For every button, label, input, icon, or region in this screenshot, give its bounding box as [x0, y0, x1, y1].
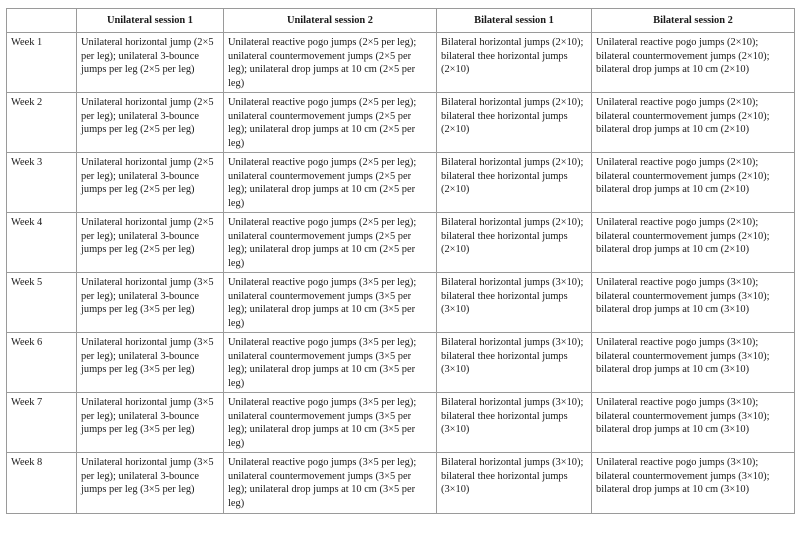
bilateral-session-2-cell: Unilateral reactive pogo jumps (3×10); bilateral countermovement jumps (3×10); bilateral drop jumps at 10 cm (3×10) [592, 453, 795, 513]
unilateral-session-1-cell: Unilateral horizontal jump (2×5 per leg); unilateral 3-bounce jumps per leg (2×5 per leg) [77, 33, 224, 93]
unilateral-session-2-cell: Unilateral reactive pogo jumps (3×5 per leg); unilateral countermovement jumps (3×5 per leg); unilateral drop jumps at 10 cm (3×5 per leg) [224, 393, 437, 453]
table-row [7, 153, 795, 213]
table-row [7, 393, 795, 453]
unilateral-session-2-cell: Unilateral reactive pogo jumps (3×5 per leg); unilateral countermovement jumps (3×5 per leg); unilateral drop jumps at 10 cm (3×5 per leg) [224, 273, 437, 333]
week-label: Week 7 [7, 393, 77, 453]
unilateral-session-1-cell: Unilateral horizontal jump (2×5 per leg); unilateral 3-bounce jumps per leg (2×5 per leg) [77, 153, 224, 213]
unilateral-session-1-cell: Unilateral horizontal jump (3×5 per leg); unilateral 3-bounce jumps per leg (3×5 per leg) [77, 273, 224, 333]
table-row [7, 273, 795, 333]
week-label: Week 1 [7, 33, 77, 93]
bilateral-session-1-cell: Bilateral horizontal jumps (3×10); bilateral thee horizontal jumps (3×10) [437, 393, 592, 453]
bilateral-session-2-cell: Unilateral reactive pogo jumps (3×10); bilateral countermovement jumps (3×10); bilateral drop jumps at 10 cm (3×10) [592, 393, 795, 453]
week-label: Week 8 [7, 453, 77, 513]
bilateral-session-1-cell: Bilateral horizontal jumps (2×10); bilateral thee horizontal jumps (2×10) [437, 153, 592, 213]
bilateral-session-1-cell: Bilateral horizontal jumps (2×10); bilateral thee horizontal jumps (2×10) [437, 93, 592, 153]
unilateral-session-1-cell: Unilateral horizontal jump (3×5 per leg); unilateral 3-bounce jumps per leg (3×5 per leg) [77, 393, 224, 453]
table-row [7, 93, 795, 153]
unilateral-session-2-cell: Unilateral reactive pogo jumps (2×5 per leg); unilateral countermovement jumps (2×5 per leg); unilateral drop jumps at 10 cm (2×5 per leg) [224, 153, 437, 213]
table-header [7, 9, 795, 33]
unilateral-session-2-cell: Unilateral reactive pogo jumps (2×5 per leg); unilateral countermovement jumps (2×5 per leg); unilateral drop jumps at 10 cm (2×5 per leg) [224, 213, 437, 273]
unilateral-session-2-cell: Unilateral reactive pogo jumps (2×5 per leg); unilateral countermovement jumps (2×5 per leg); unilateral drop jumps at 10 cm (2×5 per leg) [224, 33, 437, 93]
header-unilateral-session-1: Unilateral session 1 [77, 9, 224, 33]
bilateral-session-1-cell: Bilateral horizontal jumps (3×10); bilateral thee horizontal jumps (3×10) [437, 333, 592, 393]
header-bilateral-session-1: Bilateral session 1 [437, 9, 592, 33]
bilateral-session-2-cell: Unilateral reactive pogo jumps (2×10); bilateral countermovement jumps (2×10); bilateral drop jumps at 10 cm (2×10) [592, 153, 795, 213]
bilateral-session-1-cell: Bilateral horizontal jumps (2×10); bilateral thee horizontal jumps (2×10) [437, 213, 592, 273]
unilateral-session-1-cell: Unilateral horizontal jump (2×5 per leg); unilateral 3-bounce jumps per leg (2×5 per leg) [77, 213, 224, 273]
header-row [7, 9, 795, 33]
bilateral-session-2-cell: Unilateral reactive pogo jumps (3×10); bilateral countermovement jumps (3×10); bilateral drop jumps at 10 cm (3×10) [592, 333, 795, 393]
bilateral-session-2-cell: Unilateral reactive pogo jumps (2×10); bilateral countermovement jumps (2×10); bilateral drop jumps at 10 cm (2×10) [592, 33, 795, 93]
week-label: Week 4 [7, 213, 77, 273]
unilateral-session-1-cell: Unilateral horizontal jump (2×5 per leg); unilateral 3-bounce jumps per leg (2×5 per leg) [77, 93, 224, 153]
training-program-table [6, 8, 795, 514]
header-bilateral-session-2: Bilateral session 2 [592, 9, 795, 33]
bilateral-session-2-cell: Unilateral reactive pogo jumps (2×10); bilateral countermovement jumps (2×10); bilateral drop jumps at 10 cm (2×10) [592, 93, 795, 153]
bilateral-session-1-cell: Bilateral horizontal jumps (3×10); bilateral thee horizontal jumps (3×10) [437, 273, 592, 333]
unilateral-session-2-cell: Unilateral reactive pogo jumps (3×5 per leg); unilateral countermovement jumps (3×5 per leg); unilateral drop jumps at 10 cm (3×5 per leg) [224, 453, 437, 513]
table-row [7, 453, 795, 513]
table-body [7, 33, 795, 514]
unilateral-session-2-cell: Unilateral reactive pogo jumps (2×5 per leg); unilateral countermovement jumps (2×5 per leg); unilateral drop jumps at 10 cm (2×5 per leg) [224, 93, 437, 153]
header-week [7, 9, 77, 33]
header-unilateral-session-2: Unilateral session 2 [224, 9, 437, 33]
week-label: Week 5 [7, 273, 77, 333]
table-row [7, 333, 795, 393]
table-row [7, 33, 795, 93]
unilateral-session-1-cell: Unilateral horizontal jump (3×5 per leg); unilateral 3-bounce jumps per leg (3×5 per leg) [77, 453, 224, 513]
bilateral-session-2-cell: Unilateral reactive pogo jumps (3×10); bilateral countermovement jumps (3×10); bilateral drop jumps at 10 cm (3×10) [592, 273, 795, 333]
week-label: Week 3 [7, 153, 77, 213]
table-row [7, 213, 795, 273]
bilateral-session-1-cell: Bilateral horizontal jumps (3×10); bilateral thee horizontal jumps (3×10) [437, 453, 592, 513]
unilateral-session-1-cell: Unilateral horizontal jump (3×5 per leg); unilateral 3-bounce jumps per leg (3×5 per leg) [77, 333, 224, 393]
bilateral-session-2-cell: Unilateral reactive pogo jumps (2×10); bilateral countermovement jumps (2×10); bilateral drop jumps at 10 cm (2×10) [592, 213, 795, 273]
unilateral-session-2-cell: Unilateral reactive pogo jumps (3×5 per leg); unilateral countermovement jumps (3×5 per leg); unilateral drop jumps at 10 cm (3×5 per leg) [224, 333, 437, 393]
week-label: Week 6 [7, 333, 77, 393]
bilateral-session-1-cell: Bilateral horizontal jumps (2×10); bilateral thee horizontal jumps (2×10) [437, 33, 592, 93]
week-label: Week 2 [7, 93, 77, 153]
